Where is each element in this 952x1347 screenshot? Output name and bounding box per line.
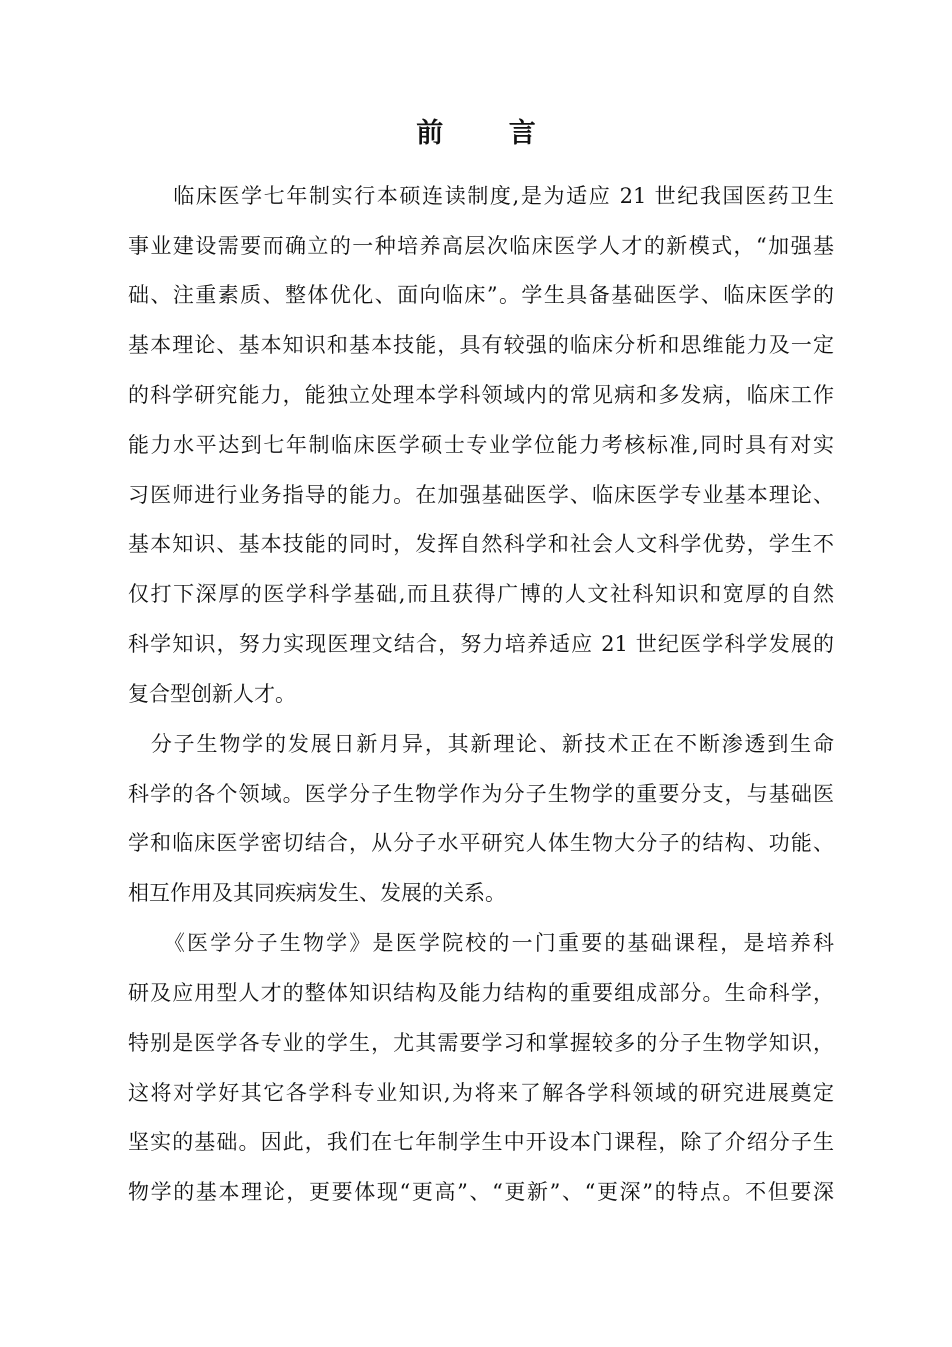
text-line: 基本知识、基本技能的同时，发挥自然科学和社会人文科学优势，学生不	[128, 532, 834, 556]
text-line: 相互作用及其同疾病发生、发展的关系。	[128, 881, 506, 905]
text-line: 这将对学好其它各学科专业知识,为将来了解各学科领域的研究进展奠定	[128, 1081, 834, 1105]
page-title: 前 言	[416, 118, 564, 149]
text-line: 坚实的基础。因此，我们在七年制学生中开设本门课程，除了介绍分子生	[128, 1130, 834, 1154]
text-line: 物学的基本理论，更要体现“更高”、“更新”、“更深”的特点。不但要深	[128, 1180, 834, 1204]
text-line: 研及应用型人才的整体知识结构及能力结构的重要组成部分。生命科学，	[128, 981, 834, 1005]
text-line: 《医学分子生物学》是医学院校的一门重要的基础课程，是培养科	[128, 931, 834, 955]
text-line: 基本理论、基本知识和基本技能，具有较强的临床分析和思维能力及一定	[128, 333, 834, 357]
text-line: 学和临床医学密切结合，从分子水平研究人体生物大分子的结构、功能、	[128, 831, 834, 855]
text-line: 能力水平达到七年制临床医学硕士专业学位能力考核标准,同时具有对实	[128, 433, 834, 457]
text-line: 科学知识，努力实现医理文结合，努力培养适应 21 世纪医学科学发展的	[128, 632, 834, 656]
text-line: 分子生物学的发展日新月异，其新理论、新技术正在不断渗透到生命	[128, 732, 834, 756]
text-line: 临床医学七年制实行本硕连读制度,是为适应 21 世纪我国医药卫生	[128, 184, 834, 208]
text-line: 习医师进行业务指导的能力。在加强基础医学、临床医学专业基本理论、	[128, 483, 834, 507]
text-line: 复合型创新人才。	[128, 682, 296, 706]
text-line: 事业建设需要而确立的一种培养高层次临床医学人才的新模式，“加强基	[128, 234, 834, 258]
text-line: 础、注重素质、整体优化、面向临床”。学生具备基础医学、临床医学的	[128, 283, 834, 307]
text-line: 特别是医学各专业的学生，尤其需要学习和掌握较多的分子生物学知识，	[128, 1031, 834, 1055]
text-line: 科学的各个领域。医学分子生物学作为分子生物学的重要分支，与基础医	[128, 782, 834, 806]
text-line: 的科学研究能力，能独立处理本学科领域内的常见病和多发病，临床工作	[128, 383, 834, 407]
text-line: 仅打下深厚的医学科学基础,而且获得广博的人文社科知识和宽厚的自然	[128, 582, 834, 606]
